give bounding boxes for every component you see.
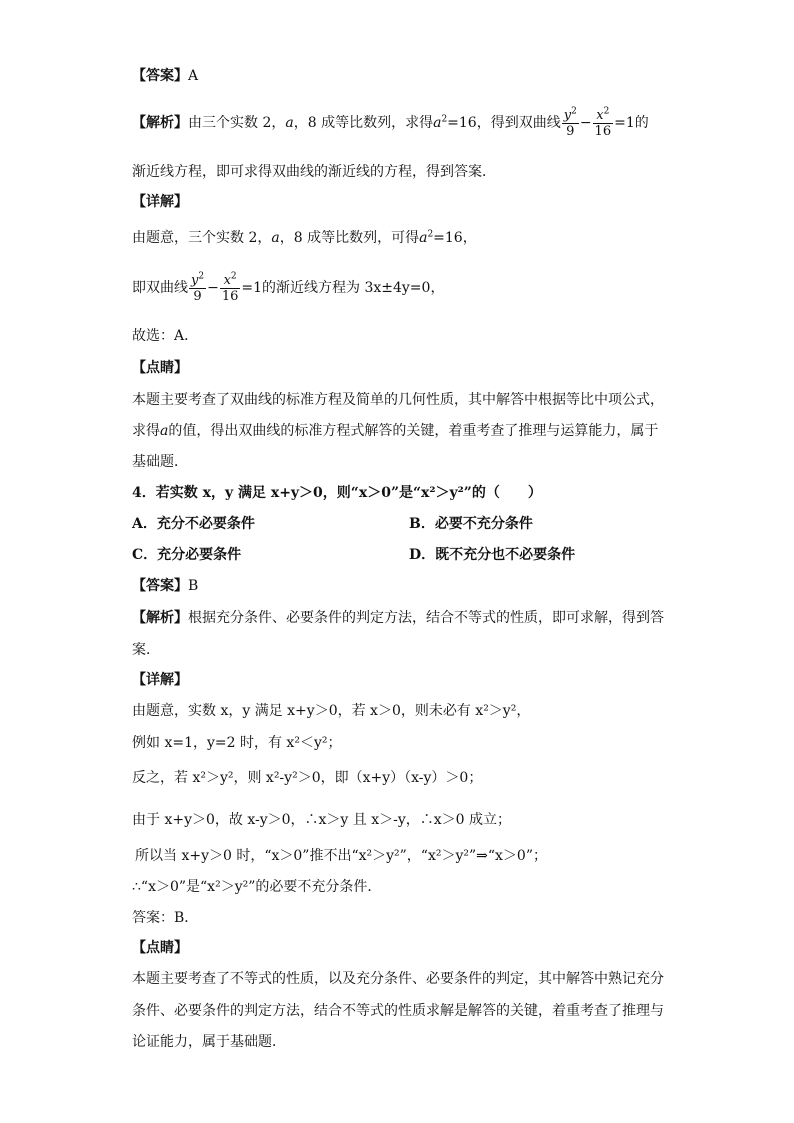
q4-comment-line: 条件、必要条件的判定方法，结合不等式的性质求解是解答的关键，着重考查了推理与 bbox=[132, 1003, 664, 1019]
q4-detail-line: 所以当 x+y＞0 时，“x＞0”推不出“x²＞y²”，“x²＞y²”⇒“x＞0”； bbox=[135, 848, 547, 864]
minus-sign: − bbox=[579, 115, 592, 131]
q4-detail-line: 例如 x=1，y=2 时，有 x²＜y²； bbox=[132, 735, 342, 751]
q4-detail-line: 答案：B． bbox=[132, 910, 199, 926]
q3-comment-line2: 求得a的值，得出双曲线的标准方程式解答的关键，着重考查了推理与运算能力，属于 bbox=[132, 423, 659, 439]
q3-detail-tag: 【详解】 bbox=[132, 194, 188, 210]
q4-option-d: D．既不充分也不必要条件 bbox=[409, 547, 576, 563]
q4-answer-line bbox=[132, 576, 198, 596]
q4-analysis-line2: 案． bbox=[132, 642, 160, 658]
q4-option-a: A．充分不必要条件 bbox=[132, 516, 255, 532]
q4-detail-line: ∴“x＞0”是“x²＞y²”的必要不充分条件． bbox=[132, 879, 382, 895]
q4-stem: 4．若实数 x，y 满足 x+y＞0，则“x＞0”是“x²＞y²”的（ ） bbox=[132, 485, 542, 501]
var-a: a bbox=[271, 230, 280, 246]
q3-answer-line bbox=[132, 66, 198, 86]
fraction-y2-over-9: $\frac{y^2}{9}$ bbox=[191, 271, 205, 304]
fraction-x2-over-16: $\frac{x^2}{16}$ bbox=[221, 271, 239, 304]
answer-tag: 【答案】 bbox=[132, 68, 188, 84]
analysis-text: ，8 成等比数列，求得 bbox=[293, 115, 434, 131]
q4-option-c: C．充分必要条件 bbox=[132, 547, 242, 563]
var-a: a bbox=[285, 115, 294, 131]
q4-detail-line: 由题意，实数 x，y 满足 x+y＞0，若 x＞0，则未必有 x²＞y²， bbox=[132, 703, 531, 719]
analysis-text: 由三个实数 2， bbox=[188, 115, 286, 131]
fraction-y2-over-9: $\frac{y^2}{9}$ bbox=[563, 106, 577, 139]
q4-detail-tag: 【详解】 bbox=[132, 672, 188, 688]
q3-choose: 故选：A． bbox=[132, 328, 199, 344]
q3-analysis-line1: 【解析】由三个实数 2，a，8 成等比数列，求得$a^2=16$，得到双曲线 $\frac{y^2}{9}$ − $\frac{x^2}{16}$ =1的 bbox=[132, 106, 649, 139]
q3-comment-line1: 本题主要考查了双曲线的标准方程及简单的几何性质，其中解答中根据等比中项公式， bbox=[132, 392, 664, 408]
q4-detail-line: 反之，若 x²＞y²，则 x²-y²＞0，即（x+y）（x-y）＞0； bbox=[132, 770, 483, 786]
q3-detail-line1: 由题意，三个实数 2，a，8 成等比数列，可得$a^2=16$， bbox=[132, 229, 477, 246]
q3-detail-line2: 即双曲线 $\frac{y^2}{9}$ − $\frac{x^2}{16}$ =1的渐近线方程为 3x±4y=0， bbox=[132, 271, 445, 304]
q3-comment-tag: 【点睛】 bbox=[132, 360, 188, 376]
q4-analysis-line1: 【解析】根据充分条件、必要条件的判定方法，结合不等式的性质，即可求解，得到答 bbox=[132, 610, 664, 626]
q4-comment-tag: 【点睛】 bbox=[132, 940, 188, 956]
fraction-x2-over-16: $\frac{x^2}{16}$ bbox=[594, 106, 612, 139]
q3-comment-line3: 基础题． bbox=[132, 454, 188, 470]
var-a: a bbox=[419, 230, 428, 246]
analysis-text: =1的 bbox=[614, 115, 649, 131]
answer-value: A bbox=[188, 68, 199, 84]
analysis-tag: 【解析】 bbox=[132, 115, 188, 131]
answer-tag: 【答案】 bbox=[132, 578, 188, 594]
answer-value: B bbox=[188, 578, 199, 594]
var-a: a bbox=[160, 423, 169, 439]
var-a: a bbox=[433, 115, 442, 131]
analysis-tag: 【解析】 bbox=[132, 610, 188, 626]
q3-analysis-line2: 渐近线方程，即可求得双曲线的渐近线的方程，得到答案． bbox=[132, 164, 496, 180]
q4-comment-line: 本题主要考查了不等式的性质，以及充分条件、必要条件的判定，其中解答中熟记充分 bbox=[132, 971, 664, 987]
analysis-text: =16，得到双曲线 bbox=[447, 115, 561, 131]
q4-option-b: B．必要不充分条件 bbox=[409, 516, 533, 532]
q4-detail-line: 由于 x+y＞0，故 x-y＞0，∴x＞y 且 x＞-y，∴x＞0 成立； bbox=[132, 812, 512, 828]
q4-comment-line: 论证能力，属于基础题． bbox=[132, 1034, 286, 1050]
